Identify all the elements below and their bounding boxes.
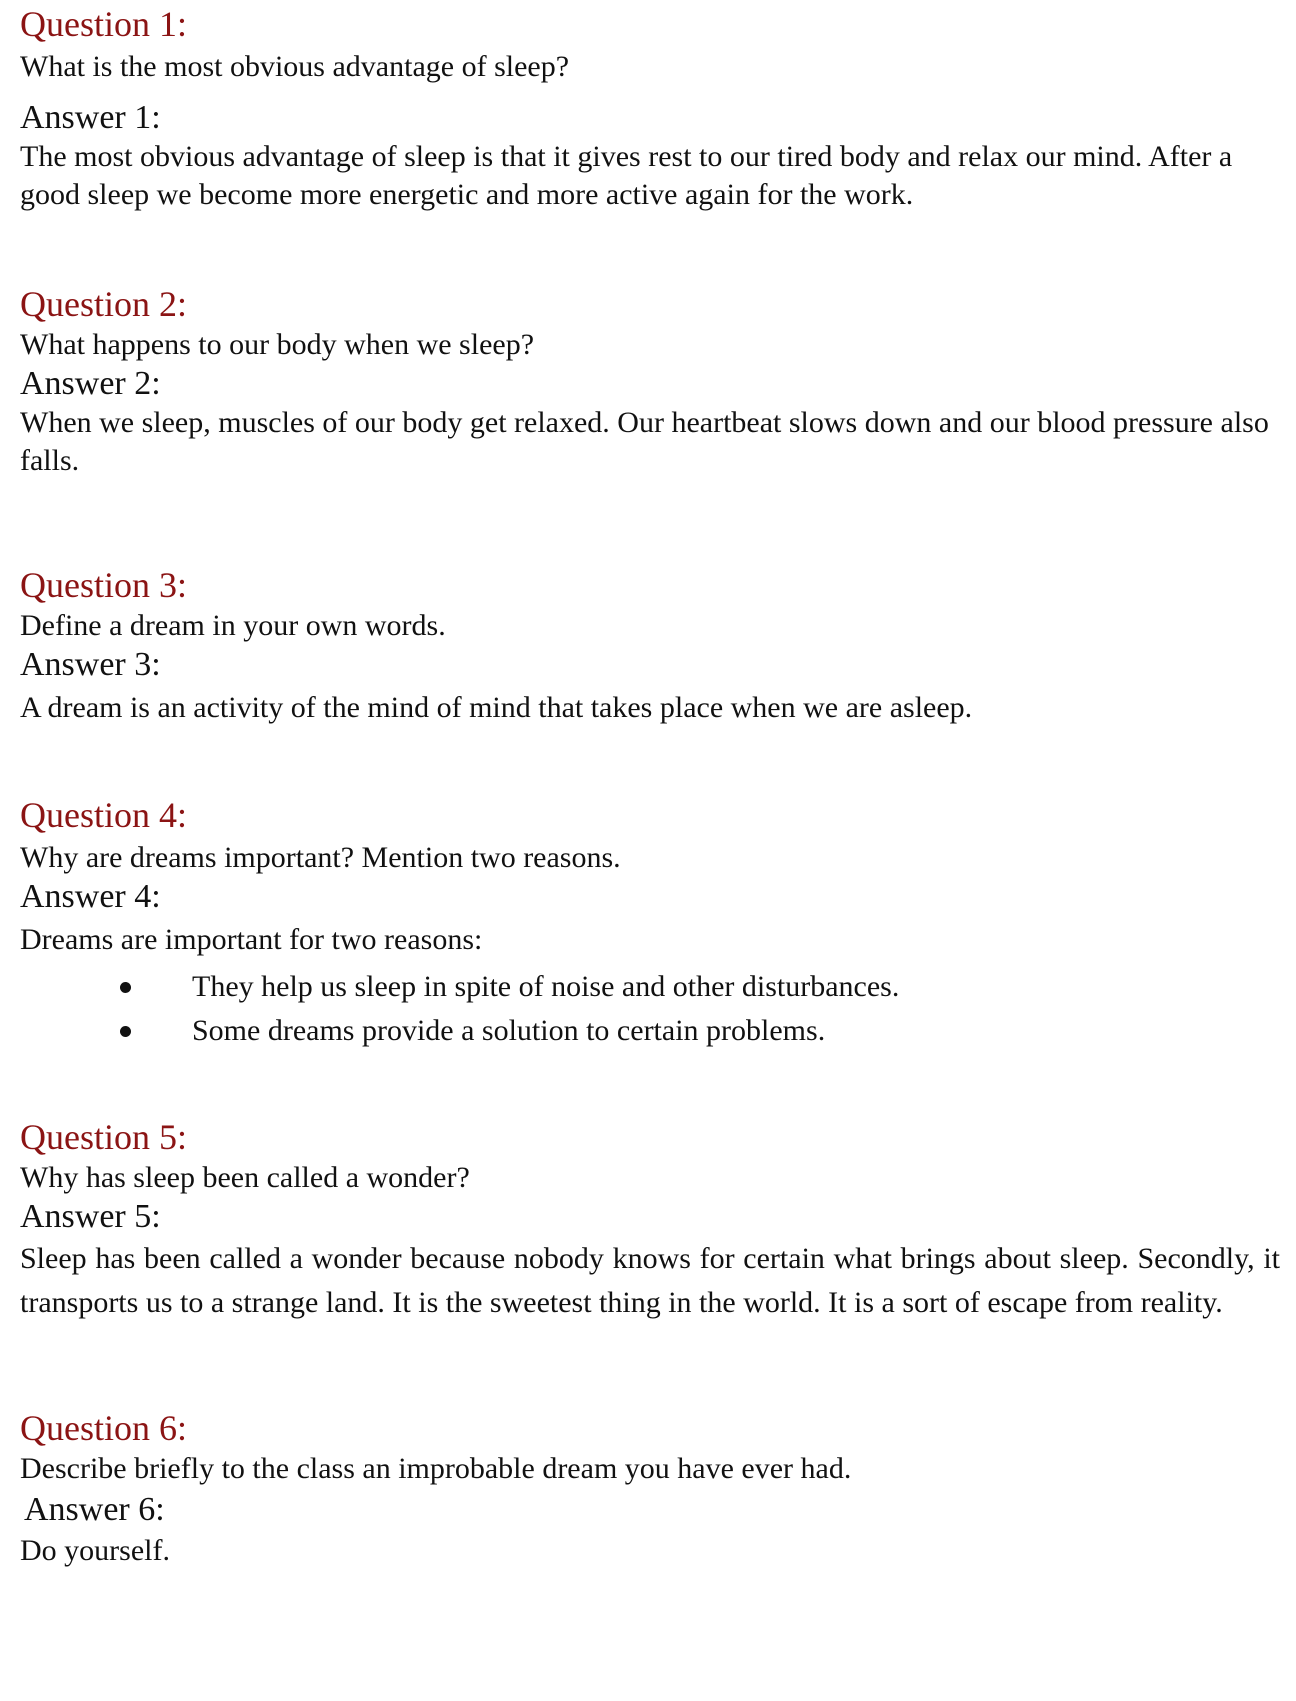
list-item-text: Some dreams provide a solution to certain problems.: [192, 1014, 826, 1047]
bullet-icon: [120, 1026, 131, 1037]
qa-block-6: [20, 1408, 1280, 1570]
answer-text: Sleep has been called a wonder because nobody knows for certain what brings about sleep. Secondly, it transports us to a strange land. It is the sweetest thing in the world. It is a sort of escape from reality.: [20, 1242, 1280, 1319]
answer-text: A dream is an activity of the mind of mind that takes place when we are asleep.: [20, 691, 973, 724]
question-heading: Question 3:: [20, 565, 187, 605]
question-heading: Question 4:: [20, 795, 187, 835]
question-text: Describe briefly to the class an improbable dream you have ever had.: [20, 1452, 852, 1485]
qa-block-3: [20, 565, 1280, 727]
answer-text: When we sleep, muscles of our body get relaxed. Our heartbeat slows down and our blood pressure also falls.: [20, 406, 1269, 477]
answer-text: Dreams are important for two reasons:: [20, 923, 483, 956]
question-heading: Question 5:: [20, 1117, 187, 1157]
list-item: [120, 1009, 1280, 1053]
qa-block-5: [20, 1117, 1280, 1325]
question-text: Why are dreams important? Mention two reasons.: [20, 841, 621, 874]
question-text: What is the most obvious advantage of sleep?: [20, 50, 570, 83]
question-heading: Question 2:: [20, 284, 187, 324]
question-text: What happens to our body when we sleep?: [20, 328, 535, 361]
question-heading: Question 1:: [20, 4, 187, 44]
answer-heading: Answer 1:: [20, 99, 161, 136]
answer-text: Do yourself.: [20, 1534, 170, 1567]
answer-heading: Answer 4:: [20, 878, 161, 915]
qa-block-4: [20, 795, 1280, 1053]
answer-heading: Answer 3:: [20, 646, 161, 683]
list-item: [120, 965, 1280, 1009]
question-text: Define a dream in your own words.: [20, 609, 446, 642]
qa-block-2: [20, 284, 1280, 480]
question-heading: Question 6:: [20, 1408, 187, 1448]
list-item-text: They help us sleep in spite of noise and other disturbances.: [192, 970, 900, 1003]
qa-block-1: [20, 4, 1280, 214]
answer-heading: Answer 5:: [20, 1198, 161, 1235]
answer-heading: Answer 6:: [24, 1491, 165, 1528]
question-text: Why has sleep been called a wonder?: [20, 1161, 470, 1194]
bullet-list: [20, 965, 1280, 1053]
bullet-icon: [120, 982, 131, 993]
answer-heading: Answer 2:: [20, 365, 161, 402]
answer-text: The most obvious advantage of sleep is that it gives rest to our tired body and relax our mind. After a good sleep we become more energetic and more active again for the work.: [20, 140, 1233, 211]
